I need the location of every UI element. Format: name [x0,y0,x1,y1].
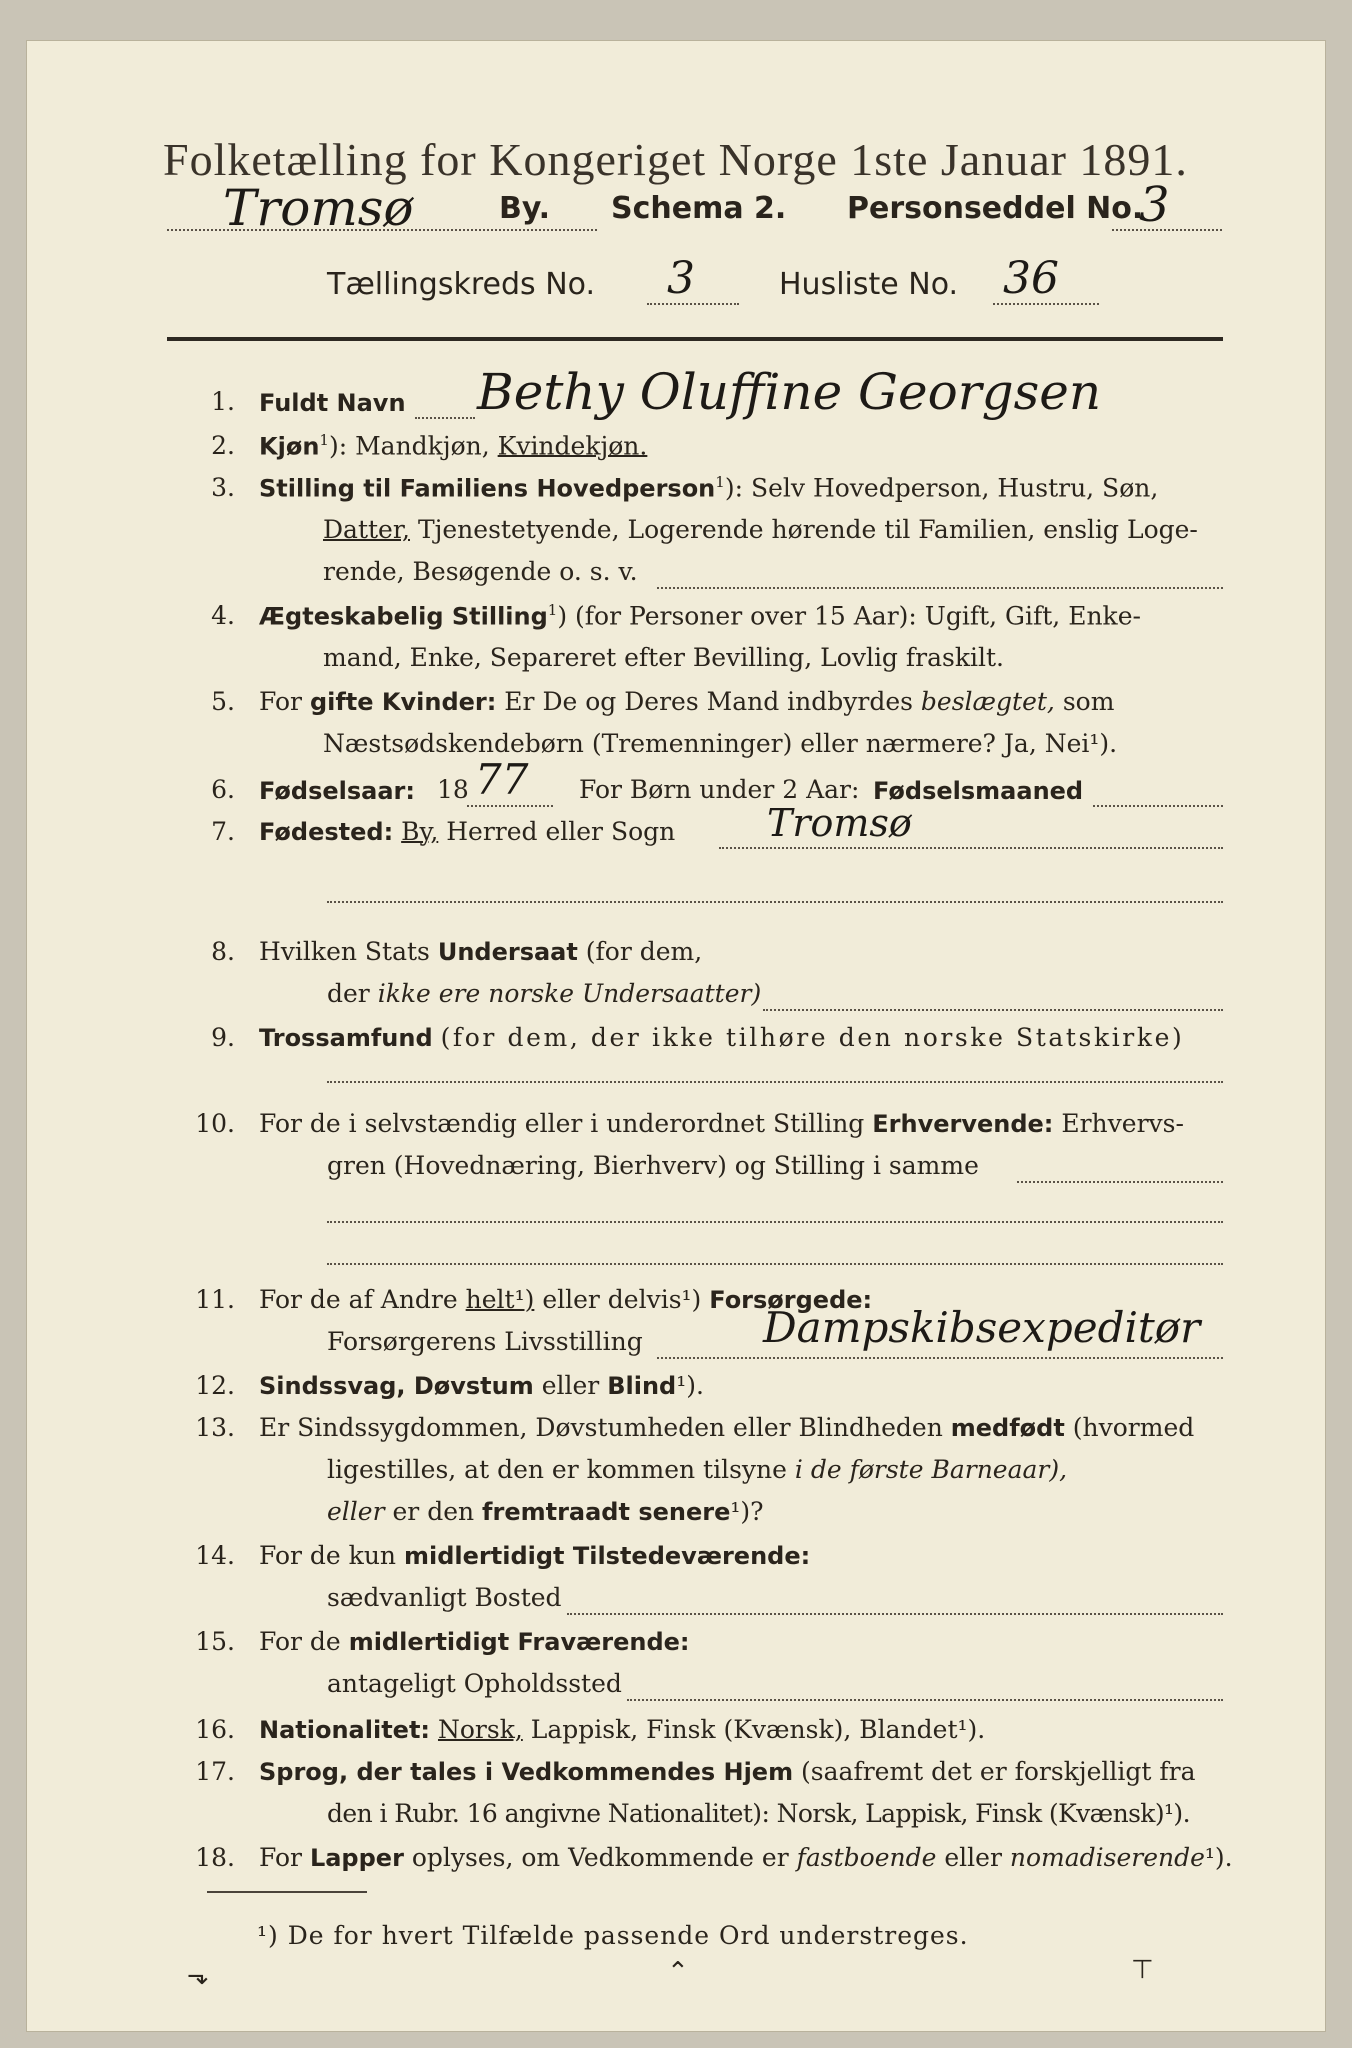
row-number: 5. [211,687,235,716]
city-handwritten: Tromsø [223,179,414,237]
row7-birthplace-handwritten: Tromsø [767,801,912,845]
row-number: 2. [211,431,235,460]
row-number: 1. [211,387,235,416]
row-number: 9. [211,1023,235,1052]
row-number: 14. [195,1541,235,1570]
row17-line2: den i Rubr. 16 angivne Nationalitet): Norsk, Lappisk, Finsk (Kvænsk)¹). [327,1799,1190,1828]
row18-text [259,1843,1233,1872]
row13-line2-text: ligestilles, at den er kommen tilsyne [327,1455,787,1484]
row16-underlined: Norsk, [437,1715,523,1744]
row5-pre: For [259,687,302,716]
row11-label: Forsørgede: [709,1286,873,1314]
row9-rest: (for dem, der ikke tilhøre den norske Statskirke) [440,1023,1185,1052]
kreds-number: 3 [667,253,695,304]
row-number: 6. [211,775,235,804]
row1-dots [415,417,475,419]
row13-label: medfødt [950,1414,1065,1442]
row15-line2: antageligt Opholdssted [327,1669,622,1698]
row7-underlined: By, [401,817,439,846]
registration-mark-right: ⊤ [1131,1955,1154,1985]
row6-dots [1093,805,1223,807]
row15-label: midlertidigt Fraværende: [348,1628,690,1656]
row4-label: Ægteskabelig Stilling [259,602,548,631]
row3-label: Stilling til Familiens Hovedperson [259,474,716,503]
row1-name-handwritten: Bethy Oluffine Georgsen [477,363,1102,421]
row4-line2: mand, Enke, Separeret efter Bevilling, Lovlig fraskilt. [323,643,1004,672]
row9-label: Trossamfund [259,1024,433,1052]
by-label: By. [499,191,551,226]
row14-text [259,1541,810,1570]
row13-line2 [327,1455,1067,1484]
row-number: 13. [195,1413,235,1442]
census-form [26,40,1326,2032]
row9-dots [327,1081,1223,1083]
row2-label: Kjøn [259,432,320,461]
row10-dots [1017,1181,1223,1183]
row15-pre: For de [259,1627,341,1656]
row18-end: ¹). [1204,1843,1233,1872]
row11-underlined: helt¹) [465,1285,535,1314]
row11-pre: For de af Andre [259,1285,458,1314]
row18-pre: For [259,1843,302,1872]
row3-text: Stilling til Familiens Hovedperson$^1$): Selv Hovedperson, Hustru, Søn, [259,473,1159,503]
row3-dots [657,587,1223,589]
row12-rest: eller [541,1371,600,1400]
footnote-rule [207,1891,367,1893]
personseddel-number: 3 [1139,177,1170,233]
row10-pre: For de i selvstændig eller i underordnet Stilling [259,1109,865,1138]
row18-italic2: nomadiserende [1009,1843,1205,1872]
row9-text [259,1023,1184,1052]
row5-label: gifte Kvinder: [309,688,497,716]
row13-pre: Er Sindssygdommen, Døvstumheden eller Blindheden [259,1413,943,1442]
row17-text [259,1757,1196,1786]
row10-rest: Erhvervs- [1061,1109,1184,1138]
row2-underlined: Kvindekjøn. [497,431,648,461]
husliste-label: Husliste No. [779,267,959,302]
row6-year-dots [467,805,553,807]
row16-label: Nationalitet: [259,1716,431,1744]
row1-label: Fuldt Navn [259,389,406,417]
footnote: ¹) De for hvert Tilfælde passende Ord understreges. [257,1921,969,1950]
row16-text [259,1715,985,1744]
husliste-number: 36 [1003,253,1059,304]
row10-line2: gren (Hovednæring, Bierhverv) og Stilling i samme [327,1151,979,1180]
row7-dots [719,847,1223,849]
row6-prefix: 18 [437,775,469,804]
row5-italic: beslægtet, [920,687,1055,716]
row-number: 16. [195,1715,235,1744]
kreds-label: Tællingskreds No. [327,267,595,302]
row7-text [259,817,675,846]
row13-line3 [327,1497,764,1526]
row12-label2: Blind [607,1372,677,1400]
personseddel-label: Personseddel No. [847,191,1144,226]
row13-text [259,1413,1194,1442]
row-number: 4. [211,601,235,630]
row12-label: Sindssvag, Døvstum [259,1372,534,1400]
row2-text [259,431,647,460]
registration-mark-center: ⌃ [667,1957,689,1987]
row-number: 12. [195,1371,235,1400]
row5-line2: Næstsødskendebørn (Tremenninger) eller nærmere? Ja, Nei¹). [323,729,1118,758]
row8-dots [763,1009,1223,1011]
row7-rest: Herred eller Sogn [446,817,676,846]
row5-rest: Er De og Deres Mand indbyrdes [504,687,913,716]
row14-dots [567,1613,1223,1615]
row-number: 8. [211,937,235,966]
row3-line2-text: Tjenestetyende, Logerende hørende til Familien, enslig Loge- [417,515,1198,544]
row8-text [259,937,702,966]
row-number: 3. [211,473,235,502]
row4-text: Ægteskabelig Stilling$^1$) (for Personer over 15 Aar): Ugift, Gift, Enke- [259,601,1141,631]
row7-label: Fødested: [259,818,394,846]
row8-rest: (for dem, [585,937,703,966]
row8-line2a: der [327,979,370,1008]
row-number: 15. [195,1627,235,1656]
row14-pre: For de kun [259,1541,397,1570]
schema-label: Schema 2. [611,191,787,226]
row5-text [259,687,1114,716]
row6-year-handwritten: 77 [475,755,529,804]
header-rule [167,337,1223,341]
row5-rest2: som [1062,687,1115,716]
row12-end: ¹). [676,1371,704,1400]
row6-label: Fødselsaar: [259,777,415,805]
row-number: 17. [195,1757,235,1786]
row8-line2b: ikke ere norske Undersaatter) [377,979,762,1008]
row-number: 18. [195,1843,235,1872]
form-title: Folketælling for Kongeriget Norge 1ste Januar 1891. [163,134,1188,185]
row13-rest: (hvormed [1072,1413,1195,1442]
row10-extra-dots-2 [327,1263,1223,1265]
row6-rest: For Børn under 2 Aar: [579,775,860,804]
row18-rest: oplyses, om Vedkommende er [411,1843,789,1872]
row13-line3-end: ¹)? [730,1497,764,1526]
row17-label: Sprog, der tales i Vedkommendes Hjem [259,1758,794,1786]
row13-line3-bold: fremtraadt senere [482,1498,731,1526]
row11-rest: eller delvis¹) [542,1285,702,1314]
row3-line3: rende, Besøgende o. s. v. [323,557,638,586]
row8-label: Undersaat [437,938,578,966]
registration-mark-left: ⬎ [187,1961,209,1991]
row-number: 11. [195,1285,235,1314]
row14-line2: sædvanligt Bosted [327,1583,562,1612]
row13-line2-italic: i de første Barneaar), [794,1455,1068,1484]
row12-text [259,1371,704,1400]
row4-rest: ) (for Personer over 15 Aar): Ugift, Gift, Enke- [557,601,1141,631]
row13-line3-text: er den [392,1497,475,1526]
row18-italic: fastboende [796,1843,937,1872]
row-number: 7. [211,817,235,846]
row3-line2 [323,515,1198,544]
row16-rest: Lappisk, Finsk (Kvænsk), Blandet¹). [530,1715,986,1744]
row15-dots [627,1699,1223,1701]
row14-label: midlertidigt Tilstedeværende: [403,1542,811,1570]
row3-underlined: Datter, [323,515,410,544]
row18-label: Lapper [309,1844,404,1872]
row11-dots [657,1357,1223,1359]
row10-text [259,1109,1184,1138]
row8-line2 [327,979,761,1008]
row15-text [259,1627,690,1656]
row3-rest: ): Selv Hovedperson, Hustru, Søn, [724,473,1159,503]
row10-extra-dots-1 [327,1221,1223,1223]
row10-label: Erhvervende: [872,1110,1054,1138]
row17-rest: (saafremt det er forskjelligt fra [801,1757,1196,1786]
row18-rest2: eller [944,1843,1002,1872]
row-number: 10. [195,1109,235,1138]
row11-occupation-handwritten: Dampskibsexpeditør [763,1303,1201,1352]
row11-line2: Forsørgerens Livsstilling [327,1327,643,1356]
row13-line3-italic: eller [327,1497,385,1526]
row8-pre: Hvilken Stats [259,937,430,966]
row2-rest: ): Mandkjøn, [328,431,490,461]
row2-sup: 1 [319,431,329,449]
row7-extra-dots [327,901,1223,903]
row6-label2: Fødselsmaaned [873,777,1084,805]
